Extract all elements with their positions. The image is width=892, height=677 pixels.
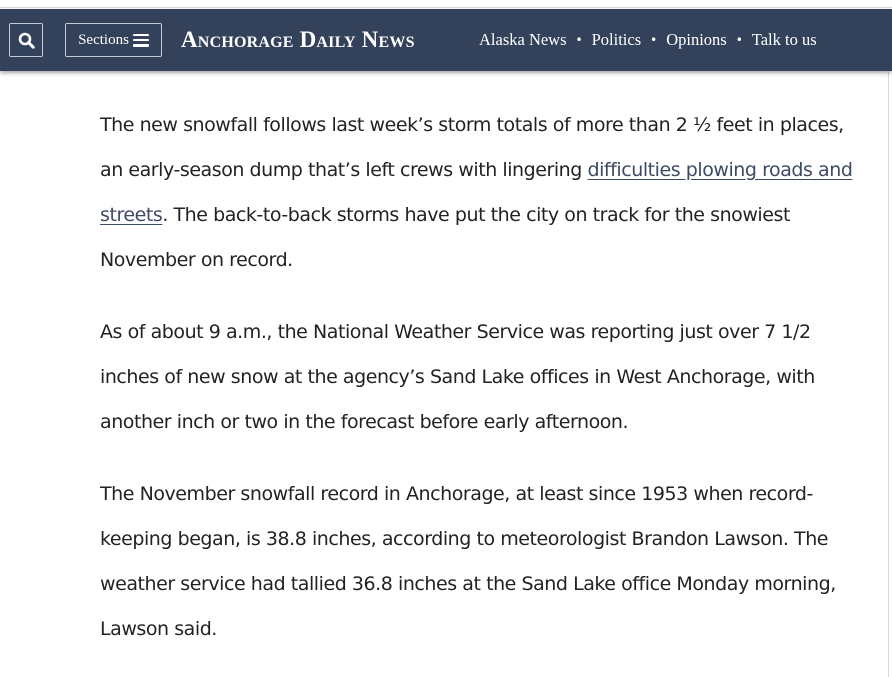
nav-separator: • [650,33,658,47]
paragraph-snowfall-follows [100,103,860,283]
search-button[interactable] [9,23,43,57]
nav-link-opinions[interactable]: Opinions [666,30,727,49]
nav-link-talk-to-us[interactable]: Talk to us [751,30,817,49]
paragraph-weather-service-report: As of about 9 a.m., the National Weather Service was reporting just over 7 1/2 inches of new snow at the agency’s Sand Lake offices in West Anchorage, with another inch or two in the forecast before early afternoon. [100,321,815,433]
search-icon [18,32,35,49]
sections-menu-button[interactable] [65,23,162,57]
paragraph-text: The new snowfall follows last week’s storm totals of more than 2 ½ feet in places, an early-season dump that’s left crews with lingering [100,114,844,181]
site-logo[interactable]: Anchorage Daily News [181,27,415,52]
article-body [100,31,860,677]
paragraph-november-record: The November snowfall record in Anchorage, at least since 1953 when record-keeping began, is 38.8 inches, according to meteorologist Brandon Lawson. The weather service had tallied 36.8 inches at the Sand Lake office Monday morning, Lawson said. [100,483,836,640]
nav-separator: • [575,33,583,47]
article-link-plowing-difficulties[interactable]: difficulties plowing roads and streets [100,159,853,226]
browser-top-strip [0,0,892,8]
paragraph-text: . The back-to-back storms have put the city on track for the snowiest November on record. [100,204,790,271]
hamburger-menu-icon [133,34,149,47]
nav-link-politics[interactable]: Politics [591,30,642,49]
header-nav [479,25,817,55]
site-header [0,9,892,71]
page-edge-divider [888,72,889,677]
nav-separator: • [735,33,743,47]
sections-label: Sections [78,31,129,48]
nav-link-alaska-news[interactable]: Alaska News [479,30,567,49]
